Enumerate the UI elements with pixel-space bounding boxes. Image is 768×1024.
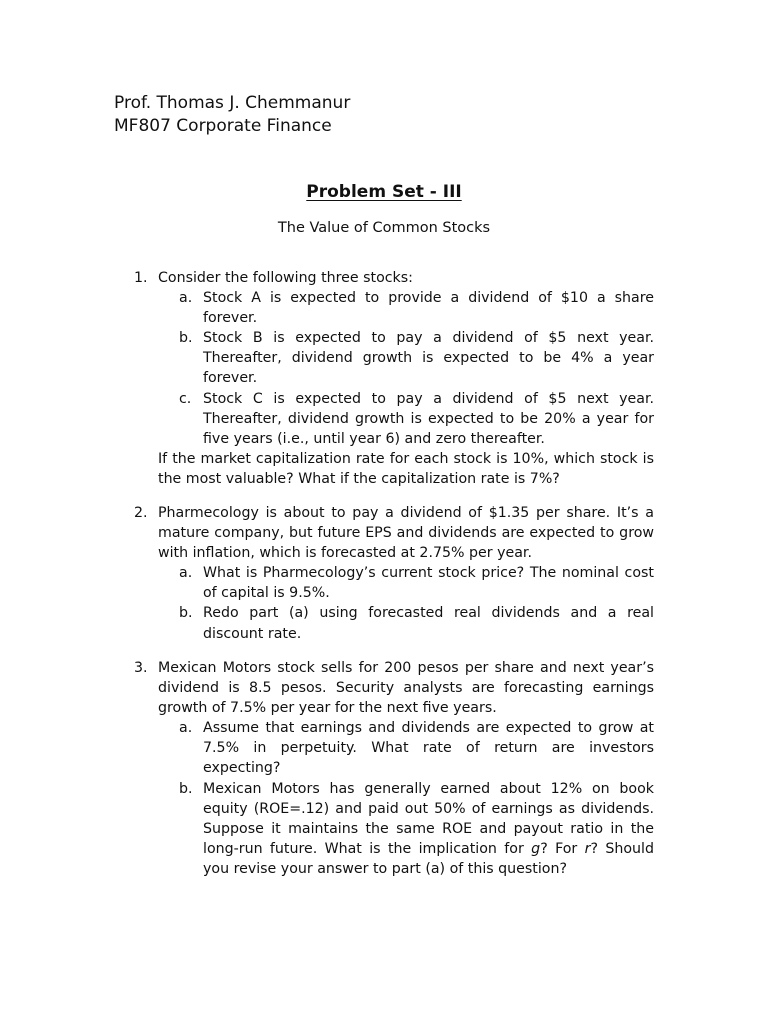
question-3 [134,658,654,879]
title-text: Problem Set - III [306,182,462,202]
part-label: b. [179,780,193,797]
variable-g: g [531,840,541,857]
part-text [203,779,654,879]
question-part [179,563,654,603]
variable-r: r [584,840,591,857]
part-label: a. [179,720,193,737]
question-part [179,328,654,388]
part-text: What is Pharmecology’s current stock price? The nominal cost of capital is 9.5%. [203,565,654,602]
part-label: a. [179,565,193,582]
part-text-segment: ? For [540,840,585,857]
question-number: 2. [134,505,148,521]
part-text: Stock C is expected to pay a dividend of $5 next year. Thereafter, dividend growth is expected to be 20% a year for five years (i.e., until year 6) and zero thereafter. [203,390,654,447]
question-part [179,389,654,449]
question-text: Consider the following three stocks: [158,270,413,286]
course-name: MF807 Corporate Finance [114,116,332,136]
question-part [179,718,654,778]
header-block [114,92,350,138]
part-label: b. [179,605,193,622]
part-label: b. [179,330,193,347]
part-label: a. [179,290,193,307]
question-part [179,288,654,328]
question-text: Pharmecology is about to pay a dividend of $1.35 per share. It’s a mature company, but future EPS and dividends are expected to grow with inflation, which is forecasted at 2.75% per year. [158,505,654,562]
problem-set-title [0,182,768,202]
part-text-segment: Mexican Motors has generally earned about 12% on book equity (ROE=.12) and paid out 50% of earnings as dividends. Suppose it maintains the same ROE and payout ratio in the long-run future. What is the implication for [203,780,654,857]
part-text: Redo part (a) using forecasted real dividends and a real discount rate. [203,605,654,642]
professor-name: Prof. Thomas J. Chemmanur [114,93,351,113]
part-text: Assume that earnings and dividends are expected to grow at 7.5% in perpetuity. What rate of return are investors expecting? [203,720,654,777]
question-part [179,603,654,643]
question-number: 3. [134,660,148,676]
part-text: Stock A is expected to provide a dividend of $10 a share forever. [203,290,654,327]
question-followup: If the market capitalization rate for each stock is 10%, which stock is the most valuable? What if the capitalization rate is 7%? [158,450,654,487]
question-number: 1. [134,270,148,286]
question-part [179,779,654,879]
subtitle: The Value of Common Stocks [277,220,491,236]
question-2 [134,503,654,644]
question-text: Mexican Motors stock sells for 200 pesos per share and next year’s dividend is 8.5 pesos. Security analysts are forecasting earnings growth of 7.5% per year for the next five years. [158,660,654,717]
part-label: c. [179,390,192,407]
part-text: Stock B is expected to pay a dividend of $5 next year. Thereafter, dividend growth is expected to be 4% a year forever. [203,330,654,387]
part-text-segment: ? Should you revise your answer to part (a) of this question? [203,840,654,877]
question-1 [134,268,654,489]
